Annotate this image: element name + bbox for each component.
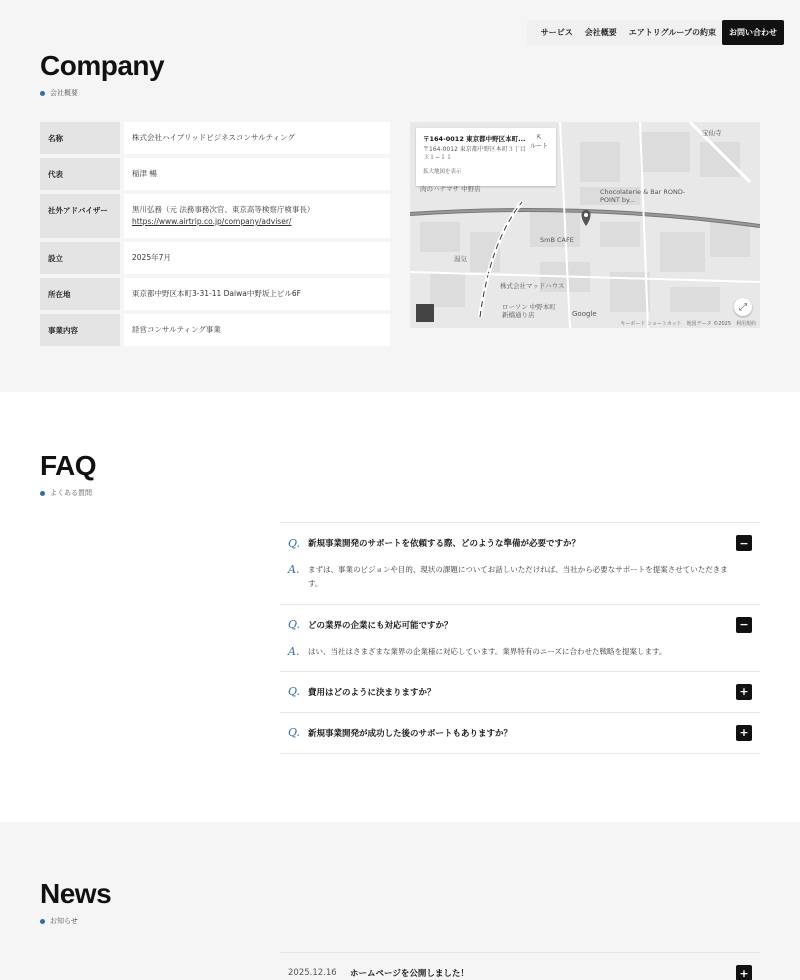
expand-icon[interactable]: + — [736, 684, 752, 700]
faq-question-text: どの業界の企業にも対応可能ですか？ — [308, 620, 453, 631]
faq-question-text: 費用はどのように決まりますか？ — [308, 687, 436, 698]
q-mark-icon: Q. — [288, 536, 300, 550]
company-heading — [40, 50, 164, 98]
info-label: 設立 — [40, 242, 120, 274]
map-address-line: ３１−１１ — [423, 154, 453, 162]
info-label: 名称 — [40, 122, 120, 154]
info-row-business — [40, 314, 390, 346]
faq-item — [280, 672, 760, 713]
news-subtitle — [40, 916, 111, 926]
map-label-yuge: 湯気 — [454, 255, 467, 263]
company-info-table — [40, 122, 390, 350]
info-row-established — [40, 242, 390, 274]
info-label: 所在地 — [40, 278, 120, 310]
info-value: 稲津 暢 — [124, 158, 390, 190]
info-value: 東京都中野区本町3-31-11 Daiwa中野坂上ビル6F — [124, 278, 390, 310]
adviser-text: 黒川弘務（元 法務事務次官、東京高等検察庁検事長） — [132, 205, 315, 214]
adviser-link[interactable]: https://www.airtrip.co.jp/company/adviser/ — [132, 217, 292, 226]
faq-list — [280, 522, 760, 754]
company-title: Company — [40, 50, 165, 81]
nav-services[interactable]: サービス — [540, 28, 573, 37]
faq-answer-text: まずは、事業のビジョンや目的、現状の課題についてお話しいただければ、当社から必要なサポートを提案させていただきます。 — [308, 565, 728, 589]
q-mark-icon: Q. — [288, 726, 300, 740]
map-label-lawson: ローソン 中野本町新橋通り店 — [502, 303, 556, 319]
info-row-adviser — [40, 194, 390, 238]
info-value: 経営コンサルティング事業 — [124, 314, 390, 346]
faq-answer — [288, 645, 752, 659]
faq-answer-text: はい、当社はさまざまな業界の企業様に対応しています。業界特有のニーズに合わせた戦略を提案します。 — [308, 646, 667, 656]
bullet-dot-icon — [40, 491, 45, 496]
faq-question-text: 新規事業開発のサポートを依頼する際、どのような準備が必要ですか？ — [308, 539, 581, 549]
faq-item — [280, 713, 760, 754]
map-qr-icon — [416, 304, 434, 322]
faq-subtitle — [40, 488, 96, 498]
info-row-representative — [40, 158, 390, 190]
map-label-hosenji: 宝仙寺 — [702, 129, 722, 137]
top-nav — [527, 20, 784, 45]
bullet-dot-icon — [40, 91, 45, 96]
info-label: 社外アドバイザー — [40, 194, 120, 238]
map-footer: キーボード ショートカット 地図データ ©2025 利用規約 — [620, 321, 756, 327]
info-value — [124, 194, 390, 238]
map-label-chocolaterie: Chocolaterie & Bar ROND-POINT by... — [600, 188, 686, 204]
faq-question-text: 新規事業開発が成功した後のサポートもありますか？ — [308, 728, 513, 739]
a-mark-icon: A. — [288, 644, 300, 658]
company-subtitle-text: 会社概要 — [50, 89, 78, 97]
map-address-line: 〒164-0012 東京都中野区本町３丁目 — [423, 146, 526, 153]
faq-question[interactable] — [288, 535, 752, 551]
news-item-title: ホームページを公開しました！ — [350, 969, 469, 979]
faq-question[interactable] — [288, 725, 752, 741]
info-label: 事業内容 — [40, 314, 120, 346]
map-route-button[interactable]: ⇱ ルート — [529, 134, 548, 150]
news-list — [280, 952, 760, 980]
embedded-map[interactable] — [410, 122, 760, 328]
expand-icon[interactable]: + — [736, 965, 752, 980]
info-value: 2025年7月 — [124, 242, 390, 274]
contact-button[interactable]: お問い合わせ — [722, 20, 784, 45]
faq-section — [0, 392, 800, 822]
expand-icon[interactable]: + — [736, 725, 752, 741]
nav-company[interactable]: 会社概要 — [584, 28, 617, 37]
company-section — [0, 0, 800, 392]
faq-question[interactable] — [288, 684, 752, 700]
faq-item — [280, 605, 760, 672]
nav-promise[interactable]: エアトリグループの約束 — [628, 28, 716, 37]
collapse-icon[interactable]: − — [736, 617, 752, 633]
faq-answer — [288, 563, 752, 592]
map-label-hanamasa: 肉のハナマサ 中野店 — [420, 185, 481, 193]
a-mark-icon: A. — [288, 563, 300, 576]
news-item[interactable] — [280, 953, 760, 980]
info-row-name — [40, 122, 390, 154]
news-title: News — [40, 878, 112, 909]
news-heading — [40, 878, 111, 926]
q-mark-icon: Q. — [288, 685, 300, 699]
map-address-card — [416, 128, 556, 186]
faq-title: FAQ — [40, 450, 97, 481]
company-subtitle — [40, 88, 164, 98]
faq-heading — [40, 450, 96, 498]
faq-item — [280, 523, 760, 605]
map-label-madhouse: 株式会社マッドハウス — [500, 282, 565, 290]
news-date: 2025.12.16 — [288, 968, 337, 978]
news-section — [0, 822, 800, 980]
collapse-icon[interactable]: − — [736, 535, 752, 551]
google-logo: Google — [572, 310, 597, 318]
q-mark-icon: Q. — [288, 618, 300, 631]
news-subtitle-text: お知らせ — [50, 917, 78, 925]
map-enlarge-link[interactable]: 拡大地図を表示 — [423, 169, 462, 176]
faq-question[interactable] — [288, 617, 752, 633]
map-label-cafe: SmB CAFE — [540, 236, 574, 244]
map-address-title: 〒164-0012 東京都中野区本町... — [423, 135, 526, 143]
faq-subtitle-text: よくある質問 — [50, 489, 92, 497]
info-value: 株式会社ハイブリッドビジネスコンサルティング — [124, 122, 390, 154]
map-fullscreen-icon[interactable]: ⤢ — [734, 298, 752, 316]
directions-icon: ⇱ — [536, 134, 542, 141]
info-label: 代表 — [40, 158, 120, 190]
info-row-address — [40, 278, 390, 310]
bullet-dot-icon — [40, 919, 45, 924]
